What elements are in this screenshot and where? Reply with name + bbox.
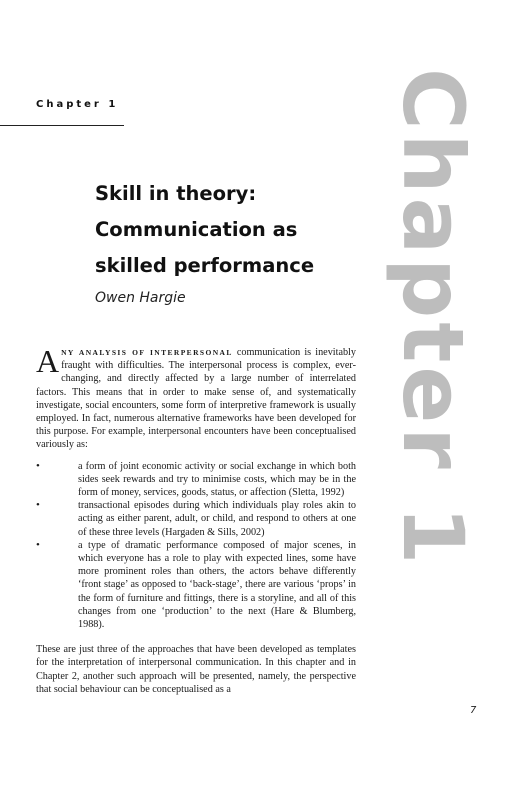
chapter-rule xyxy=(0,125,124,126)
side-chapter-word: Chapter 1 xyxy=(384,68,482,569)
closing-paragraph: These are just three of the approaches that have been developed as templates for the interpretation of interpersonal communication. In this chapter and in Chapter 2, another such approach will be presented, namely, the perspective that social behaviour can be conceptualised as a xyxy=(36,644,356,695)
body-text xyxy=(36,343,356,696)
list-item: • a form of joint economic activity or social exchange in which both sides seek rewards and try to minimise costs, which may be in the form of money, services, goods, status, or affection (Sletta, 1992) xyxy=(36,460,356,500)
page-number: 7 xyxy=(470,705,477,716)
title-line-3: skilled performance xyxy=(95,254,315,277)
bullet-list xyxy=(36,460,356,632)
title-line-2: Communication as xyxy=(95,218,298,241)
title-line-1: Skill in theory: xyxy=(95,182,257,205)
chapter-title xyxy=(95,176,314,284)
author-name: Owen Hargie xyxy=(95,290,186,306)
intro-lead-smallcaps: NY ANALYSIS OF INTERPERSONAL xyxy=(61,348,233,357)
chapter-label: Chapter 1 xyxy=(36,99,119,110)
list-item: • a type of dramatic performance composed of major scenes, in which everyone has a role to play with expected lines, some have more prominent roles than others, the actors behave differently ‘front stage’ as opposed to ‘back-stage’, there are various ‘props’ in the form of furniture and fittings, there is a storyline, and all of this changes from one ‘production’ to the next (Hare & Blumberg, 1988). xyxy=(36,539,356,631)
drop-cap: A xyxy=(36,343,60,379)
list-item: • transactional episodes during which individuals play roles akin to acting as either parent, adult, or child, and respond to others at one of these three levels (Hargaden & Sills, 2002) xyxy=(36,499,356,539)
intro-paragraph xyxy=(36,343,356,452)
intro-text: communication is inevitably fraught with difficulties. The interpersonal process is complex, ever-changing, and directly affected by a large number of interrelated factors. This means that in order to make sense of, and systematically investigate, social encounters, some form of interpretive framework is usually employed. In fact, numerous alternative frameworks have been developed for this purpose. For example, interpersonal encounters have been conceptualised variously as: xyxy=(36,347,356,451)
